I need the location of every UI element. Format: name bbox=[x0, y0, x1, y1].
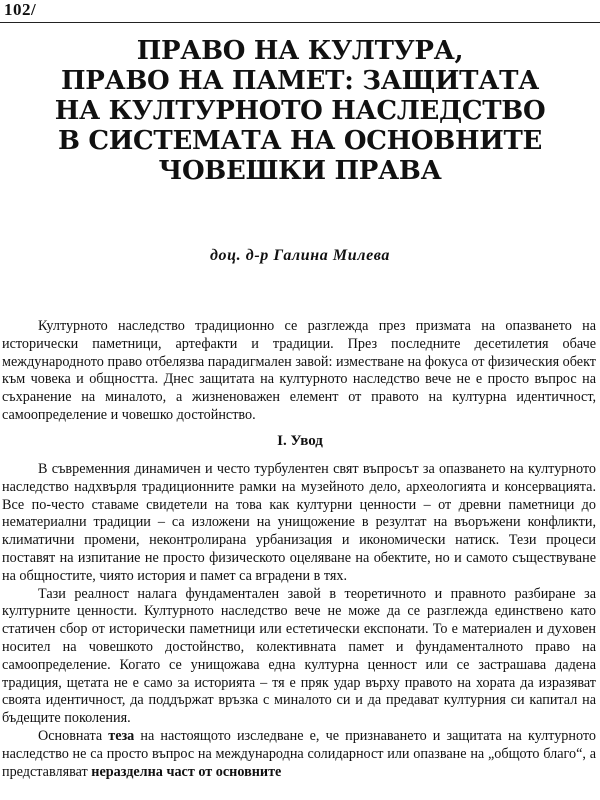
body-paragraph: В съвременния динамичен и често турбулентен свят въпросът за опазването на културното наследство надхвърля традиционните рамки на музейното дело, археологията и консервацията. Все по-често ставаме свидетели на това как културни ценности – от древни паметници до нематериални традиции – са изложени на унищожение в резултат на въоръжени конфликти, климатични промени, неконтролирана урбанизация и икономически натиск. Тези процеси поставят на изпитание не просто физическото оцеляване на обектите, но и самото съществуване на общностите, чиято история и памет са вградени в тях. bbox=[2, 461, 596, 584]
section-body bbox=[2, 461, 596, 781]
emphasis-text: неразделна част от основните bbox=[91, 763, 282, 780]
article-title bbox=[40, 36, 560, 186]
author-name: доц. д-р Галина Милева bbox=[209, 247, 391, 264]
title-line: ПРАВО НА ПАМЕТ: ЗАЩИТАТА bbox=[60, 66, 540, 96]
title-line: ПРАВО НА КУЛТУРА, bbox=[136, 36, 464, 66]
text-run: Основната bbox=[38, 727, 109, 744]
text-run: на настоящото изследване е, че признаването и защитата на културното наследство не са просто въпрос на международна солидарност или опазване на „общото благо“, а представляват bbox=[2, 727, 596, 780]
body-paragraph: Тази реалност налага фундаментален завой в теоретичното и правното разбиране за културните ценности. Културното наследство вече не може да се разглежда единствено като статичен сбор от исторически паметници или естетически експонати. То е материален и духовен носител на човешкото достойнство, колективната памет и фундаменталното право на самоопределение. Когато се унищожава една културна ценност или се застрашава дадена традиция, щетата не е само за историята – тя е пряк удар върху правото на хората да изразяват своята идентичност, да поддържат връзка с миналото си и да предават културния си капитал на бъдещите поколения. bbox=[2, 585, 596, 727]
emphasis-thesis: теза bbox=[108, 727, 135, 744]
page-number: 102/ bbox=[4, 0, 37, 19]
page-header bbox=[0, 0, 600, 23]
section-heading: I. Увод bbox=[277, 433, 323, 449]
title-line: ЧОВЕШКИ ПРАВА bbox=[158, 156, 442, 186]
title-line: НА КУЛТУРНОТО НАСЛЕДСТВО bbox=[54, 96, 546, 126]
body-paragraph-last bbox=[2, 728, 596, 781]
abstract-paragraph: Културното наследство традиционно се разглежда през призмата на опазването на исторически паметници, артефакти и традиции. През последните десетилетия обаче международното право отбелязва парадигмален завой: изместване на фокуса от физическия обект към човека и общността. Днес защитата на културното наследство вече не е просто въпрос на съхранение на миналото, а жизненоважен елемент от правото на културна идентичност, самоопределение и човешко достойнство. bbox=[2, 318, 596, 423]
title-line: В СИСТЕМАТА НА ОСНОВНИТЕ bbox=[57, 126, 543, 156]
